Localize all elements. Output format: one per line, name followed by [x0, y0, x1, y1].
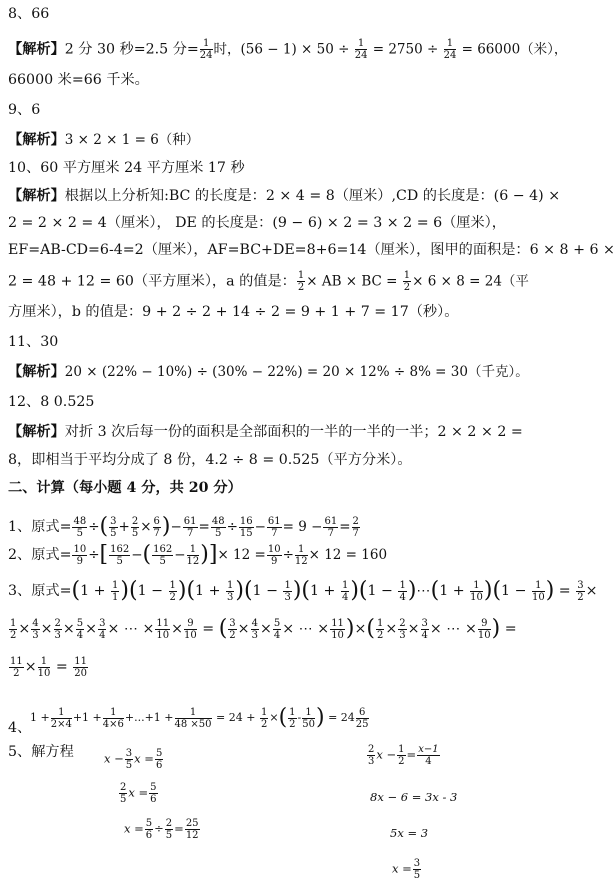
q8-analysis [8, 38, 568, 61]
q12-line2: 8，即相当于平均分成了 8 份，4.2 ÷ 8 = 0.525（平方分米）。 [8, 452, 412, 468]
q9-analysis [8, 130, 517, 150]
calc-5-label: 5、解方程 [8, 744, 74, 760]
eq-right-4: x = $\frac{3}{5}$ [392, 858, 421, 881]
fraction: $\frac{1}{2}$ [403, 270, 411, 293]
calc-3-line3: $\frac{11}{2}$ × $\frac{1}{10}$ = $\frac{11}{20}$ [10, 655, 88, 679]
calc-3-line2: $\frac{1}{2}$ × $\frac{4}{3}$ × $\frac{2}{3}$ × $\frac{5}{4}$ × $\frac{3}{4}$ × ⋯ × $\frac{11}{10}$ × $\frac{9}{10}$ = ( $\frac{3}{2}$ × $\frac{4}{3}$ × $\frac{5}{4}$ × ⋯ × $\frac{11}{10}$ )×( $\frac{1}{2}$ × $\frac{2}{3}$ × $\frac{3}{4}$ × ⋯ × $\frac{9}{10}$ ) = [10, 616, 517, 641]
calc-4-label: 4、 [8, 720, 32, 736]
q11-answer: 11、30 [8, 334, 59, 350]
calc-3-line1: 3、原式=(1 + $\frac{1}{1}$ )(1 − $\frac{1}{2}$ )(1 + $\frac{1}{3}$ )(1 − $\frac{1}{3}$ )(1 + $\frac{1}{4}$ )(1 − $\frac{1}{4}$ )⋯(1 + $\frac{1}{10}$ )(1 − $\frac{1}{10}$ ) = $\frac{3}{2}$ × [8, 578, 598, 603]
calc-4-expr: 1 + $\frac{1}{2\times 4}$ +1 + $\frac{1}{4\times 6}$ +...+1 + $\frac{1}{48 \times 50}$ = 24 + $\frac{1}{2}$ ×( $\frac{1}{2}$ - $\frac{1}{50}$ ) = 24 $\frac{6}{25}$ [30, 705, 369, 730]
analysis-tag: 【解析】 [8, 424, 65, 440]
eq-right-2: 8x − 6 = 3x - 3 [370, 790, 458, 804]
q10-line4: 2 = 48 + 12 = 60（平方厘米），a 的值是： $\frac{1}{2}$ × AB × BC = $\frac{1}{2}$ × 6 × 8 = 24（平 [8, 270, 529, 293]
fraction: $\frac{1}{24}$ [199, 38, 213, 61]
fraction: $\frac{1}{24}$ [354, 38, 368, 61]
q11-analysis [8, 362, 529, 382]
fraction: $\frac{1}{24}$ [443, 38, 457, 61]
q9-answer: 9、6 [8, 102, 41, 118]
q10-text: 根据以上分析知:BC 的长度是：2 × 4 = 8（厘米）,CD 的长度是：(6 − 4) × [64, 188, 561, 204]
analysis-tag: 【解析】 [8, 41, 65, 58]
q11-text: 20 × (22% − 10%) ÷ (30% − 22%) = 20 × 12% ÷ 8% = 30（千克）。 [64, 364, 529, 380]
analysis-tag: 【解析】 [8, 188, 65, 204]
q10-analysis-1 [8, 186, 561, 206]
q8-rest3: = 66000（米）， [457, 41, 568, 58]
q10-answer: 10、60 平方厘米 24 平方厘米 17 秒 [8, 160, 245, 176]
q9-text: 3 × 2 × 1 = 6（种） [64, 132, 200, 148]
calc-2: 2、原式= $\frac{10}{9}$ ÷[ $\frac{162}{5}$ −( $\frac{162}{5}$ − $\frac{1}{12}$ )]× 12 = $\frac{10}{9}$ ÷ $\frac{1}{12}$ × 12 = 160 [8, 542, 388, 567]
eq-right-1: $\frac{2}{3}$ x − $\frac{1}{2}$ = $\frac{x-1}{4}$ [368, 744, 439, 767]
q8-rest2: = 2750 ÷ [368, 41, 443, 58]
q8-rest: 时，(56 − 1) × 50 ÷ [213, 41, 354, 58]
eq-left-1: x − $\frac{3}{5}$ x = $\frac{5}{6}$ [104, 748, 163, 771]
q8-answer: 8、66 [8, 6, 50, 22]
eq-left-3: x = $\frac{5}{6}$ ÷ $\frac{2}{5}$ = $\frac{25}{12}$ [124, 818, 199, 841]
q8-text: 2 分 30 秒=2.5 分= [64, 41, 199, 58]
q10-line3: EF=AB-CD=6-4=2（厘米），AF=BC+DE=8+6=14（厘米），图甲的面积是：6 × 8 + 6 × [8, 242, 615, 258]
q12-text: 对折 3 次后每一份的面积是全部面积的一半的一半的一半；2 × 2 × 2 = [64, 424, 523, 440]
section-heading: 二、计算（每小题 4 分，共 20 分） [8, 480, 242, 496]
q8-line2: 66000 米=66 千米。 [8, 72, 149, 88]
q12-answer: 12、8 0.525 [8, 394, 95, 410]
eq-left-2: $\frac{2}{5}$ x = $\frac{5}{6}$ [120, 782, 157, 805]
analysis-tag: 【解析】 [8, 132, 65, 148]
eq-right-3: 5x = 3 [390, 826, 429, 840]
q12-analysis [8, 422, 523, 442]
q10-line5: 方厘米），b 的值是：9 + 2 ÷ 2 + 14 ÷ 2 = 9 + 1 + 7 = 17（秒）。 [8, 304, 459, 320]
fraction: $\frac{1}{2}$ [297, 270, 305, 293]
q10-line2: 2 = 2 × 2 = 4（厘米）， DE 的长度是：(9 − 6) × 2 = 3 × 2 = 6（厘米）， [8, 215, 506, 231]
analysis-tag: 【解析】 [8, 364, 65, 380]
calc-1: 1、原式= $\frac{48}{5}$ ÷( $\frac{3}{5}$ + $\frac{2}{5}$ × $\frac{6}{7}$ )− $\frac{61}{7}$ = $\frac{48}{5}$ ÷ $\frac{16}{15}$ − $\frac{61}{7}$ = 9 − $\frac{61}{7}$ = $\frac{2}{7}$ [8, 514, 359, 539]
